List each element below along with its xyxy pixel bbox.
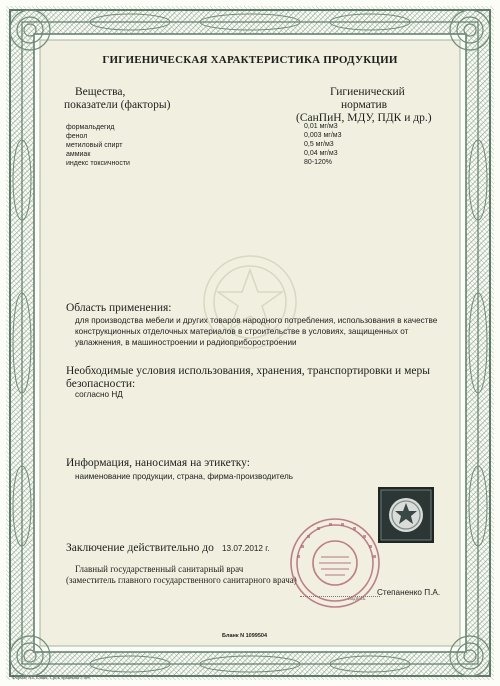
- signature-caption: подпись: [348, 597, 366, 602]
- substance-name: формальдегид: [66, 124, 115, 131]
- column-header-norm-line3: (СанПиН, МДУ, ПДК и др.): [296, 112, 432, 124]
- signatory-name: Степаненко П.А.: [377, 588, 441, 597]
- column-header-norm-line1: Гигиенический: [330, 86, 405, 98]
- conditions-label-line1: Необходимые условия использования, хранения, транспортировки и меры: [66, 365, 430, 377]
- scope-label: Область применения:: [66, 302, 172, 314]
- validity-date: 13.07.2012 г.: [222, 544, 270, 553]
- substance-name: фенол: [66, 133, 88, 140]
- column-header-substances-line2: показатели (факторы): [64, 99, 171, 111]
- substance-name: индекс токсичности: [66, 160, 130, 167]
- substance-name: метиловый спирт: [66, 142, 123, 149]
- label-info-label: Информация, наносимая на этикетку:: [66, 457, 250, 469]
- hologram-emblem-icon: [378, 487, 434, 543]
- substance-norm: 0,5 мг/м3: [304, 141, 334, 148]
- conditions-label-line2: безопасности:: [66, 378, 136, 390]
- substance-norm: 80-120%: [304, 159, 333, 166]
- column-header-substances-line1: Вещества,: [75, 86, 126, 98]
- scope-text-line3: увлажнения, в машиностроении и радиоприборостроении: [75, 338, 297, 347]
- validity-label: Заключение действительно до: [66, 542, 214, 554]
- scope-text-line2: конструкционных отделочных материалов в строительстве в условиях, защищенных от: [75, 327, 409, 336]
- document-title: ГИГИЕНИЧЕСКАЯ ХАРАКТЕРИСТИКА ПРОДУКЦИИ: [102, 54, 398, 66]
- scope-text-line1: для производства мебели и других товаров народного потребления, использования в качестве: [75, 316, 438, 325]
- signatory-title-line2: (заместитель главного государственного санитарного врача): [66, 575, 297, 585]
- conditions-value: согласно НД: [75, 390, 123, 399]
- label-info-value: наименование продукции, страна, фирма-производитель: [75, 472, 294, 481]
- substance-norm: 0,01 мг/м3: [304, 123, 338, 130]
- substance-name: аммиак: [66, 151, 91, 158]
- blank-number: Бланк N 1099504: [222, 633, 268, 639]
- substance-norm: 0,04 мг/м3: [304, 150, 338, 157]
- signatory-title-line1: Главный государственный санитарный врач: [75, 564, 244, 574]
- substance-norm: 0,003 мг/м3: [304, 132, 342, 139]
- column-header-norm-line2: норматив: [341, 99, 388, 111]
- official-stamp-icon: [287, 515, 383, 611]
- format-note: Формат А4. Бланк. Срок хранения 5 лет.: [12, 675, 91, 680]
